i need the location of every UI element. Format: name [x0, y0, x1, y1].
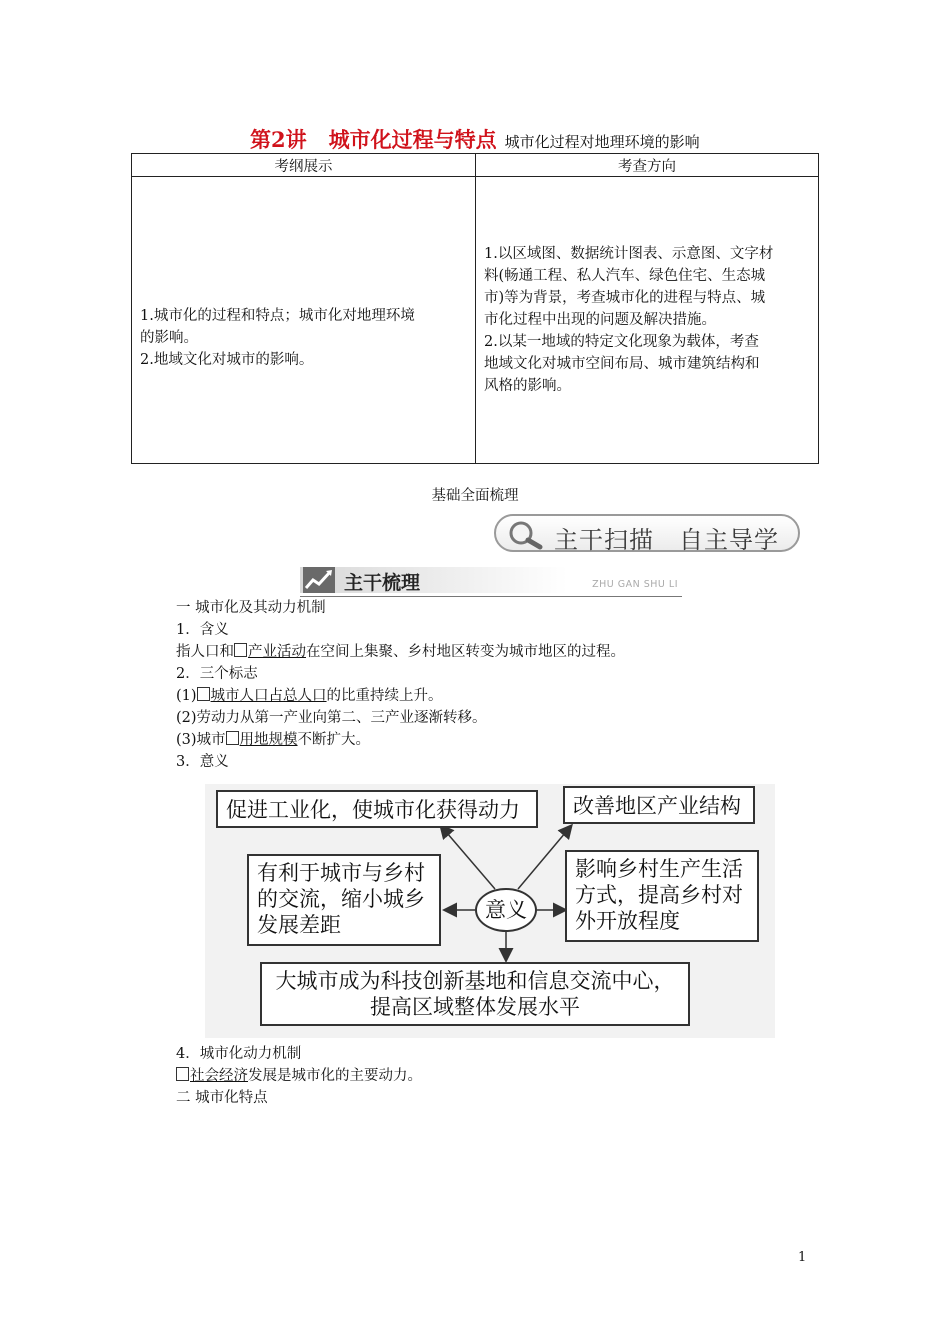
mark-3: (3)城市 用地规模不断扩大。 [176, 732, 371, 748]
title-lesson-number: 第2讲 [250, 127, 307, 152]
heading-driving-mechanism: 4．城市化动力机制 [176, 1046, 302, 1062]
header-exam-direction: 考查方向 [476, 154, 819, 177]
box-promote-industrialization: 促进工业化，使城市化获得动力 [216, 790, 538, 828]
syllabus-line: 2.地域文化对城市的影响。 [140, 352, 314, 368]
title-subtitle: 城市化过程对地理环境的影响 [504, 133, 700, 151]
box-innovation-center: 大城市成为科技创新基地和信息交流中心， 提高区域整体发展水平 [260, 962, 690, 1026]
exam-line: 风格的影响。 [484, 378, 571, 394]
header-syllabus: 考纲展示 [132, 154, 476, 177]
driver-text: 社会经济发展是城市化的主要动力。 [176, 1066, 422, 1088]
blank-box-icon [197, 687, 210, 701]
mark-2: (2)劳动力从第一产业向第二、三产业逐渐转移。 [176, 710, 487, 726]
section-header-title: 主干梳理 [344, 572, 421, 594]
heading-urbanization-features: 二 城市化特点 [176, 1090, 268, 1106]
page-title [250, 124, 700, 154]
section-label: 基础全面梳理 [431, 488, 519, 504]
banner [494, 514, 800, 552]
blank-box-icon [226, 731, 239, 745]
heading-urbanization-mechanism: 一 城市化及其动力机制 [176, 600, 326, 616]
section-header [300, 564, 682, 597]
blank-box-icon [234, 643, 247, 657]
exam-line: 2.以某一地域的特定文化现象为载体，考查 [484, 334, 759, 350]
syllabus-cell [132, 177, 476, 464]
significance-diagram [205, 784, 775, 1038]
exam-direction-cell [476, 177, 819, 464]
mark-1: (1) 城市人口占总人口的比重持续上升。 [176, 688, 443, 704]
magnifier-icon [506, 520, 546, 554]
heading-significance: 3．意义 [176, 754, 229, 770]
exam-line: 市化过程中出现的问题及解决措施。 [484, 312, 716, 328]
box-rural-lifestyle: 影响乡村生产生活 方式，提高乡村对 外开放程度 [565, 850, 759, 942]
box-urban-rural-exchange: 有利于城市与乡村 的交流，缩小城乡 发展差距 [247, 854, 441, 946]
heading-three-marks: 2．三个标志 [176, 666, 258, 682]
blank-box-icon [176, 1067, 189, 1081]
center-significance: 意义 [475, 888, 537, 932]
page-number: 1 [798, 1250, 807, 1265]
title-lesson-name: 城市化过程与特点 [328, 127, 497, 152]
exam-line: 地域文化对城市空间布局、城市建筑结构和 [484, 356, 760, 372]
definition-text: 指人口和 产业活动在空间上集聚、乡村地区转变为城市地区的过程。 [176, 644, 625, 660]
outline-table [131, 153, 819, 464]
syllabus-line: 1.城市化的过程和特点；城市化对地理环境 [140, 308, 415, 324]
exam-line: 1.以区域图、数据统计图表、示意图、文字材 [484, 246, 774, 262]
exam-line: 市)等为背景，考查城市化的进程与特点、城 [484, 290, 766, 306]
exam-line: 料(畅通工程、私人汽车、绿色住宅、生态城 [484, 268, 766, 284]
syllabus-line: 的影响。 [140, 330, 198, 346]
heading-definition: 1．含义 [176, 622, 229, 638]
box-improve-industry: 改善地区产业结构 [563, 786, 755, 824]
chart-trend-icon [302, 566, 336, 598]
banner-text: 主干扫描 自主导学 [554, 526, 779, 554]
section-header-en: ZHU GAN SHU LI [592, 579, 678, 590]
